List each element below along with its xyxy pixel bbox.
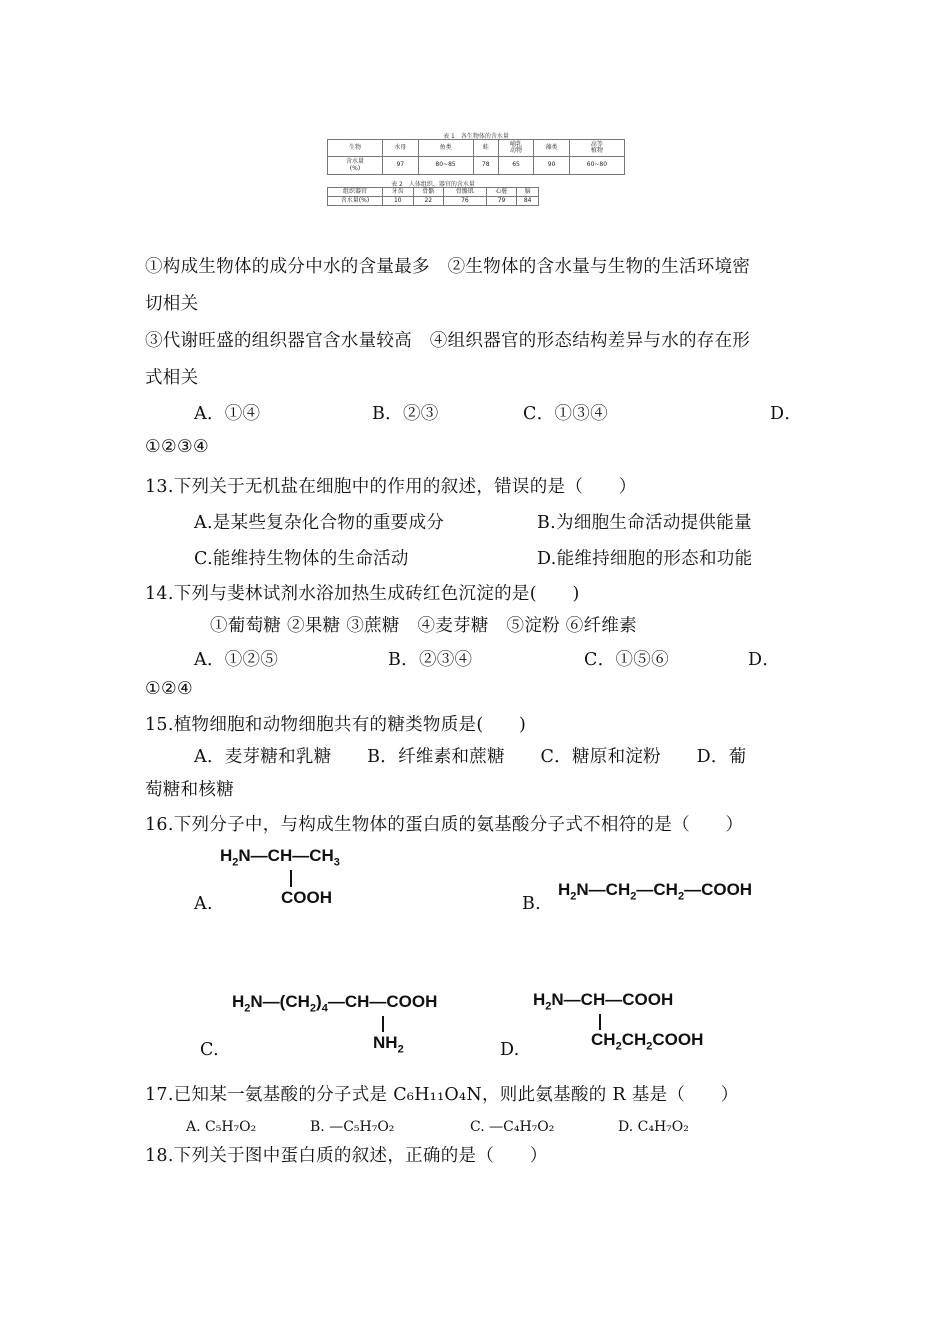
table-row (328, 197, 539, 206)
q12-option-c[interactable]: C．①③④ (523, 404, 608, 424)
table-cell: 蛙 (473, 140, 498, 157)
table2-title: 表 2 人体组织、器官的含水量 (391, 181, 475, 188)
table-cell: 脑 (517, 188, 539, 197)
q16-label-c[interactable]: C. (200, 1040, 219, 1060)
q16-label-a[interactable]: A. (194, 894, 213, 914)
table-cell: 76 (444, 197, 487, 206)
table-cell: 含水量 (%) (328, 157, 383, 175)
q13-option-c[interactable]: C.能维持生物体的生命活动 (194, 549, 409, 569)
q13-option-b[interactable]: B.为细胞生命活动提供能量 (537, 513, 752, 533)
table-cell: 65 (498, 157, 534, 175)
q12-option-d-value[interactable]: ①②③④ (145, 437, 209, 457)
q17-option-b[interactable]: B. —C₅H₇O₂ (310, 1119, 395, 1135)
table-row (328, 140, 625, 157)
q17-option-c[interactable]: C. —C₄H₇O₂ (470, 1119, 555, 1135)
q12-option-d-label[interactable]: D． (770, 404, 803, 424)
q12-statement-line: 式相关 (145, 368, 199, 388)
q14-option-d-label[interactable]: D． (748, 650, 781, 670)
table-cell: 心脏 (486, 188, 517, 197)
q14-items: ①葡萄糖 ②果糖 ③蔗糖 ④麦芽糖 ⑤淀粉 ⑥纤维素 (210, 616, 637, 636)
table-cell: 骨骼 (413, 188, 444, 197)
q15-options[interactable]: A．麦芽糖和乳糖 B．纤维素和蔗糖 C．糖原和淀粉 D．葡 (194, 747, 747, 767)
q12-option-a[interactable]: A．①④ (194, 404, 261, 424)
water-content-table-2 (327, 187, 539, 206)
table-cell: 97 (383, 157, 419, 175)
table-cell: 80~85 (418, 157, 473, 175)
q12-statement-line: ①构成生物体的成分中水的含量最多 ②生物体的含水量与生物的生活环境密 (145, 257, 751, 277)
table-cell: 60~80 (569, 157, 624, 175)
table-cell: 鱼类 (418, 140, 473, 157)
q14-option-b[interactable]: B．②③④ (388, 650, 473, 670)
q12-option-b[interactable]: B．②③ (372, 404, 439, 424)
table-row (328, 157, 625, 175)
q13-option-a[interactable]: A.是某些复杂化合物的重要成分 (194, 513, 445, 533)
table-cell: 骨骼肌 (444, 188, 487, 197)
q16-structure-a[interactable]: $H_2N—CH—CH_3$ COOH (220, 846, 340, 907)
q14-option-d-value[interactable]: ①②④ (145, 679, 193, 699)
table-cell: 哺乳 动物 (498, 140, 534, 157)
table-cell: 10 (383, 197, 414, 206)
table-cell: 组织器官 (328, 188, 383, 197)
water-content-table-1 (327, 139, 625, 175)
table-cell: 含水量(%) (328, 197, 383, 206)
q13-stem: 13.下列关于无机盐在细胞中的作用的叙述，错误的是（ ） (145, 477, 637, 497)
table-cell: 22 (413, 197, 444, 206)
q14-option-a[interactable]: A．①②⑤ (194, 650, 279, 670)
table-cell: 牙齿 (383, 188, 414, 197)
table-cell: 高等 植物 (569, 140, 624, 157)
q16-stem: 16.下列分子中，与构成生物体的蛋白质的氨基酸分子式不相符的是（ ） (145, 815, 744, 835)
q16-label-b[interactable]: B. (522, 894, 542, 914)
table1-title: 表 1 各生物体的含水量 (443, 133, 509, 140)
table-cell: 藻类 (534, 140, 570, 157)
q16-structure-b[interactable]: $H_2N—CH_2—CH_2—COOH$ (558, 880, 753, 903)
q13-option-d[interactable]: D.能维持细胞的形态和功能 (537, 549, 753, 569)
table-row (328, 188, 539, 197)
q17-stem: 17.已知某一氨基酸的分子式是 C₆H₁₁O₄N，则此氨基酸的 R 基是（ ） (145, 1085, 739, 1105)
q16-structure-c[interactable]: $H_2N—(CH_2)_4—CH—COOH$ $NH_2$ (232, 992, 438, 1056)
table-cell: 78 (473, 157, 498, 175)
table-cell: 84 (517, 197, 539, 206)
table-cell: 水母 (383, 140, 419, 157)
q12-statement-line: ③代谢旺盛的组织器官含水量较高 ④组织器官的形态结构差异与水的存在形 (145, 331, 751, 351)
q12-statement-line: 切相关 (145, 294, 199, 314)
q16-structure-d[interactable]: $H_2N—CH—COOH$ $CH_2CH_2COOH$ (533, 990, 704, 1053)
table-cell: 79 (486, 197, 517, 206)
q17-option-a[interactable]: A. C₅H₇O₂ (186, 1119, 257, 1135)
q15-options-cont[interactable]: 萄糖和核糖 (145, 780, 234, 800)
q14-option-c[interactable]: C．①⑤⑥ (584, 650, 669, 670)
table-cell: 90 (534, 157, 570, 175)
q18-stem: 18.下列关于图中蛋白质的叙述，正确的是（ ） (145, 1146, 548, 1166)
q14-stem: 14.下列与斐林试剂水浴加热生成砖红色沉淀的是( ) (145, 584, 580, 604)
q17-option-d[interactable]: D. C₄H₇O₂ (618, 1119, 689, 1135)
q16-label-d[interactable]: D. (500, 1040, 520, 1060)
q15-stem: 15.植物细胞和动物细胞共有的糖类物质是( ) (145, 715, 527, 735)
table-cell: 生物 (328, 140, 383, 157)
